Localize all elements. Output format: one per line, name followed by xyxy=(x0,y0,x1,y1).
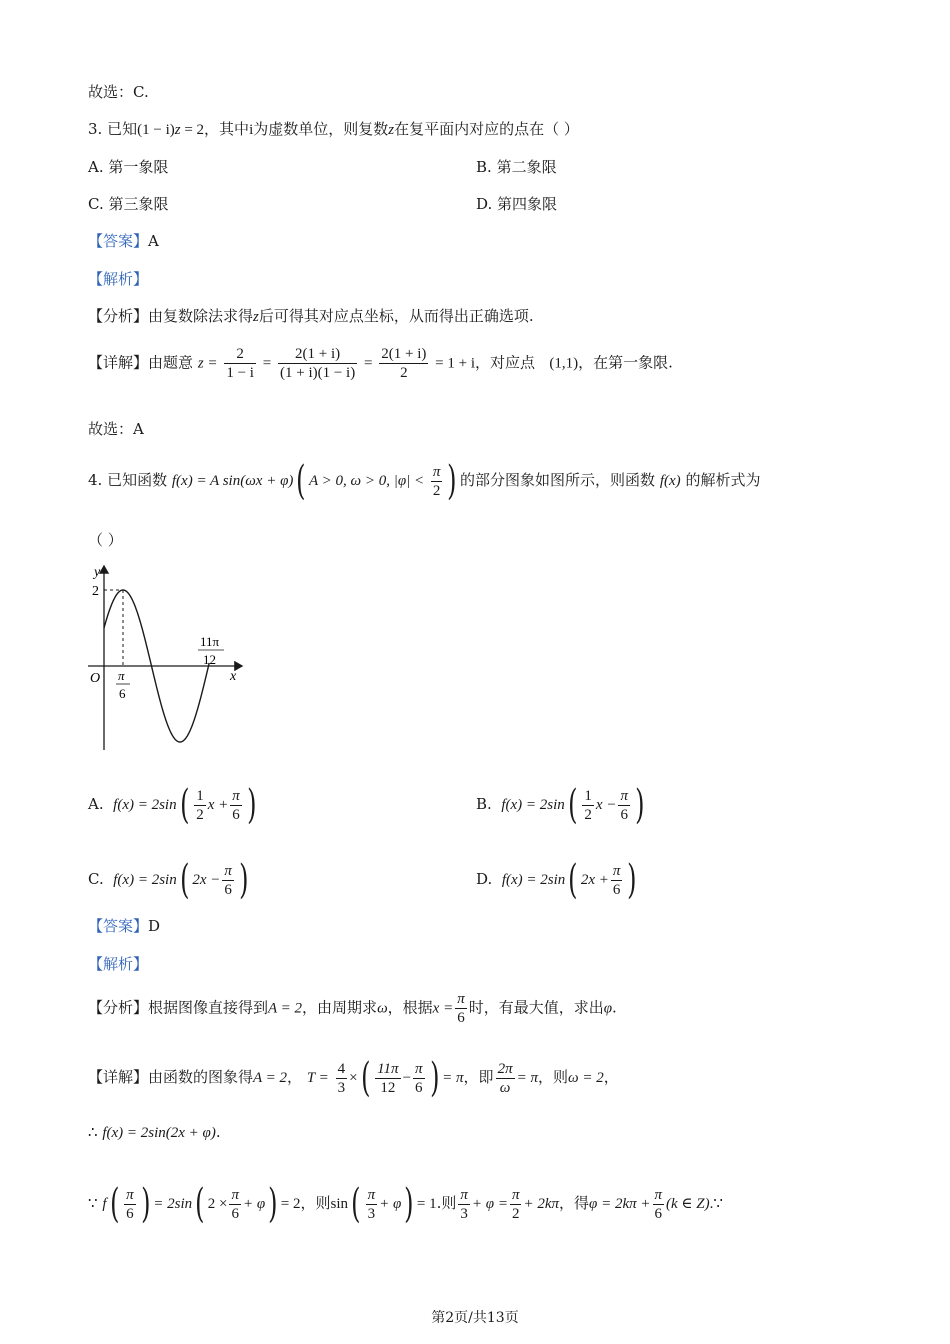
right-paren: ) xyxy=(429,1055,440,1101)
xiangjie-text: ，对应点 xyxy=(475,353,536,372)
option-label: B. xyxy=(476,795,492,813)
fraction: $\frac{\pi}{6}$ xyxy=(620,787,628,823)
option-label: D. xyxy=(476,870,493,888)
fraction: $\frac{4}{3}$ xyxy=(337,1060,346,1096)
x-label: x xyxy=(230,669,237,684)
text: ，得 xyxy=(559,1194,590,1212)
q4-option-b xyxy=(476,782,648,828)
fenxi-tag: 【分析】 xyxy=(88,307,149,325)
x-tick-11pi12-den: 12 xyxy=(203,652,216,667)
math-eq: = 2sin xyxy=(153,1196,193,1212)
fraction: $\frac{2(1 + i)}{2}$ xyxy=(381,346,427,381)
option-func: f(x) = 2sin xyxy=(501,797,565,813)
left-paren: ( xyxy=(351,1181,361,1227)
q3-text3: 在复平面内对应的点在（ ） xyxy=(394,120,579,138)
math-eq: = 1 xyxy=(416,1196,437,1212)
option-mid: x + xyxy=(207,797,229,813)
math-op: − xyxy=(402,1070,412,1086)
left-paren: ( xyxy=(109,1181,119,1227)
left-paren: ( xyxy=(179,782,190,828)
q3-analysis-tag: 【解析】 xyxy=(88,270,149,288)
q4-cond: A > 0, ω > 0, |φ| < xyxy=(308,473,425,489)
q3-eq-z: z xyxy=(174,122,181,138)
xiangjie-tag: 【详解】 xyxy=(88,353,149,372)
q4-xiangjie xyxy=(88,1055,619,1101)
fraction: $\frac{2(1 + i)}{(1 + i)(1 - i)}$ xyxy=(279,346,356,381)
q3-z: z xyxy=(388,122,395,138)
option-label: D. xyxy=(476,195,493,213)
q3-option-c xyxy=(88,194,169,214)
option-label: B. xyxy=(476,158,492,176)
math-eq: + 2kπ xyxy=(523,1196,560,1212)
q4-option-d xyxy=(476,857,640,903)
math-eq: 2 × xyxy=(207,1196,228,1212)
math-var: z = xyxy=(197,355,218,372)
left-paren: ( xyxy=(179,857,190,903)
math-var: A = 2 xyxy=(253,1070,288,1086)
math-point: (1,1) xyxy=(549,355,579,372)
option-text: 第三象限 xyxy=(108,195,169,213)
option-func: f(x) = 2sin xyxy=(113,797,177,813)
xiangjie-text: ， xyxy=(287,1068,303,1086)
math-eq: φ = 2kπ + xyxy=(589,1196,651,1212)
fraction: $\frac{2\pi}{\omega}$ xyxy=(497,1060,513,1096)
option-label: C. xyxy=(88,870,104,888)
fenxi-tag: 【分析】 xyxy=(88,998,149,1017)
origin-label: O xyxy=(90,671,101,686)
q4-bracket: （ ） xyxy=(88,531,123,549)
fraction: $\frac{\pi}{3}$ xyxy=(460,1186,468,1222)
q3-lead: 已知 xyxy=(107,120,138,138)
left-paren: ( xyxy=(568,857,578,903)
math-var: ω xyxy=(377,1000,388,1017)
option-text: 第一象限 xyxy=(108,158,169,176)
xiangjie-tag: 【详解】 xyxy=(88,1068,149,1086)
fenxi-text: . xyxy=(612,998,617,1017)
sine-graph xyxy=(80,560,250,760)
q4-func: f(x) = A sin(ωx + φ) xyxy=(171,473,294,489)
option-func: f(x) = 2sin xyxy=(113,872,177,888)
q4-stem xyxy=(88,458,761,504)
answer-tag: 【答案】 xyxy=(88,232,149,250)
fraction: $\frac{1}{2}$ xyxy=(584,787,592,823)
q4-text: 的解析式为 xyxy=(685,471,761,489)
q3-fenxi xyxy=(88,306,534,327)
fraction: $\frac{\pi}{2}$ xyxy=(511,1186,520,1222)
q3-answer xyxy=(88,231,159,251)
fraction: $\frac{\pi}{6}$ xyxy=(654,1186,663,1222)
right-paren: ) xyxy=(238,857,249,903)
math-var: x = xyxy=(432,1000,454,1017)
math-eq: f(x) = 2sin(2x + φ) xyxy=(102,1125,216,1141)
fraction: $\frac{\pi}{6}$ xyxy=(457,991,465,1026)
xiangjie-text: 由函数的图象得 xyxy=(148,1068,254,1086)
q3-number: 3. xyxy=(88,120,103,138)
math-op: = xyxy=(364,355,373,372)
fenxi-text: 时，有最大值，求出 xyxy=(468,998,604,1017)
therefore-symbol: ∴ xyxy=(88,1125,98,1141)
text: . xyxy=(215,1123,221,1141)
x-tick-pi6-num: π xyxy=(118,668,125,683)
fenxi-text: ，根据 xyxy=(387,998,433,1017)
option-mid: 2x − xyxy=(192,872,221,888)
prev-select-text: 故选：C. xyxy=(88,83,149,101)
q3-xiangjie xyxy=(88,345,673,382)
fenxi-var: z xyxy=(253,309,259,325)
y-tick-2: 2 xyxy=(92,584,99,599)
math-var: φ xyxy=(603,1000,613,1017)
right-paren: ) xyxy=(404,1181,414,1227)
q3-text2: 为虚数单位，则复数 xyxy=(253,120,389,138)
fraction: $\frac{\pi}{6}$ xyxy=(612,862,621,898)
math-var: ω = 2 xyxy=(567,1070,604,1086)
math-fn: sin xyxy=(330,1196,348,1212)
fraction: $\frac{\pi}{3}$ xyxy=(367,1186,376,1222)
fraction: $\frac{\pi}{2}$ xyxy=(432,463,441,499)
q4-therefore xyxy=(88,1122,221,1143)
page-footer: 第2页/共13页 xyxy=(431,1310,519,1326)
q4-option-c xyxy=(88,857,251,903)
math-result: = π xyxy=(442,1070,464,1086)
q4-text: 的部分图象如图所示，则函数 xyxy=(460,471,656,489)
q4-answer xyxy=(88,916,160,936)
option-text: 第四象限 xyxy=(497,195,558,213)
right-paren: ) xyxy=(246,782,257,828)
fraction: $\frac{2}{1 - i}$ xyxy=(226,346,254,381)
q3-text1: ，其中 xyxy=(204,120,250,138)
q3-eq-rhs: = 2 xyxy=(180,122,205,138)
left-paren: ( xyxy=(567,782,578,828)
q4-fx: f(x) xyxy=(659,473,681,489)
fraction: $\frac{\pi}{6}$ xyxy=(415,1060,423,1096)
option-mid: 2x + xyxy=(580,872,609,888)
option-label: A. xyxy=(88,795,104,813)
left-paren: ( xyxy=(296,458,306,504)
text: .则 xyxy=(436,1194,457,1212)
text: .∵ xyxy=(709,1196,723,1212)
math-eq: + φ xyxy=(242,1196,266,1212)
fraction: $\frac{\pi}{6}$ xyxy=(231,1186,239,1222)
math-result: = 1 + i xyxy=(435,355,475,372)
right-paren: ) xyxy=(447,458,457,504)
option-text: 第二象限 xyxy=(496,158,557,176)
q3-option-b xyxy=(476,157,557,177)
right-paren: ) xyxy=(140,1181,151,1227)
q3-stem xyxy=(88,119,579,140)
right-paren: ) xyxy=(627,857,637,903)
text: ，则 xyxy=(300,1194,331,1212)
right-paren: ) xyxy=(268,1181,278,1227)
q4-option-a xyxy=(88,782,259,828)
option-label: A. xyxy=(88,158,104,176)
q4-lead: 已知函数 xyxy=(107,471,168,489)
q4-fenxi xyxy=(88,990,617,1027)
fraction: $\frac{\pi}{6}$ xyxy=(224,862,232,898)
math-eq: + φ xyxy=(379,1196,402,1212)
left-paren: ( xyxy=(360,1055,371,1101)
answer-tag: 【答案】 xyxy=(88,917,149,935)
option-func: f(x) = 2sin xyxy=(501,872,566,888)
fenxi-text: 后可得其对应点坐标，从而得出正确选项. xyxy=(258,307,534,325)
math-var: A = 2 xyxy=(268,1000,303,1017)
xiangjie-text: ， xyxy=(603,1068,619,1086)
x-tick-pi6-den: 6 xyxy=(119,686,126,701)
option-mid: x − xyxy=(595,797,617,813)
xiangjie-text: 由题意 xyxy=(148,353,194,372)
fenxi-text: ，由周期求 xyxy=(302,998,378,1017)
fraction: $\frac{\pi}{6}$ xyxy=(126,1186,134,1222)
math-var: T = xyxy=(306,1070,329,1086)
q4-because xyxy=(88,1181,723,1227)
because-symbol: ∵ xyxy=(88,1196,98,1212)
math-result: = π xyxy=(516,1070,538,1086)
answer-value: A xyxy=(148,232,159,250)
fraction: $\frac{11\pi}{12}$ xyxy=(377,1060,399,1096)
q4-analysis-tag: 【解析】 xyxy=(88,955,149,973)
math-eq: + φ = xyxy=(471,1196,508,1212)
math-eq: (k ∈ Z) xyxy=(666,1196,710,1212)
q3-option-a xyxy=(88,157,168,177)
fenxi-text: 根据图像直接得到 xyxy=(148,998,269,1017)
math-op: × xyxy=(349,1070,358,1086)
fraction: $\frac{1}{2}$ xyxy=(196,787,204,823)
fraction: $\frac{\pi}{6}$ xyxy=(232,787,240,823)
xiangjie-text: ，即 xyxy=(463,1068,494,1086)
q3-select: 故选：A xyxy=(88,420,144,438)
q3-eq-mid: (1 − i) xyxy=(137,122,175,138)
fenxi-text: 由复数除法求得 xyxy=(148,307,254,325)
math-eq: = 2 xyxy=(280,1196,301,1212)
q3-i: i xyxy=(249,122,254,138)
q3-option-d xyxy=(476,194,557,214)
left-paren: ( xyxy=(195,1181,205,1227)
math-var: f xyxy=(102,1196,107,1212)
y-label: y xyxy=(94,565,101,580)
math-op: = xyxy=(262,355,272,372)
x-tick-11pi12-num: 11π xyxy=(200,634,220,649)
answer-value: D xyxy=(148,917,161,935)
q4-number: 4. xyxy=(88,471,103,489)
xiangjie-text: ，在第一象限. xyxy=(578,353,673,372)
right-paren: ) xyxy=(635,782,645,828)
xiangjie-text: ，则 xyxy=(537,1068,568,1086)
option-label: C. xyxy=(88,195,104,213)
